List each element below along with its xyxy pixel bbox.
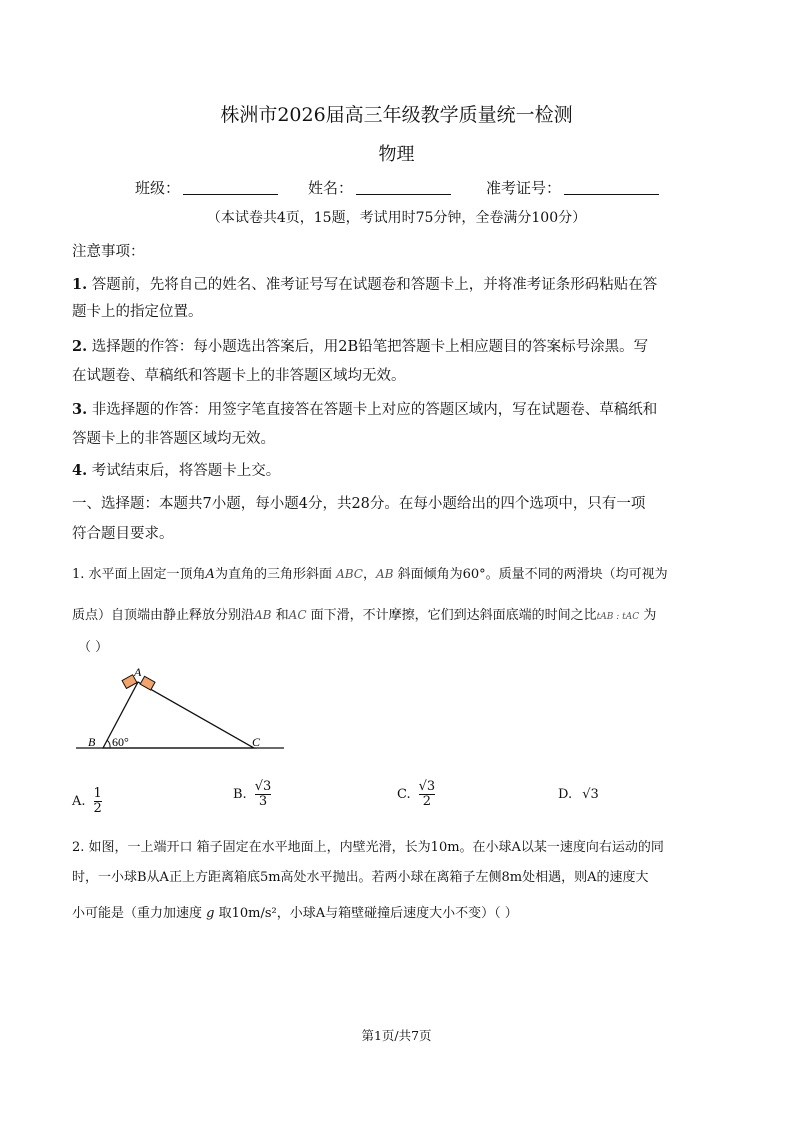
incline-figure [70,664,290,758]
slider-block-ac [140,676,155,690]
section1-line1: 一、选择题：本题共7小题，每小题4分，共28分。在每小题给出的四个选项中，只有一项 [72,496,646,512]
subject-title: 物理 [378,144,415,165]
note-2-line2: 在试题卷、草稿纸和答题卡上的非答题区域均无效。 [72,368,406,384]
q1-text-b: 为直角的三角形斜面 [214,567,332,582]
q2-var-g: g [206,906,215,921]
option-b-den: 3 [258,794,268,809]
q1-answer-paren: （ ） [78,640,109,655]
option-b-num: √3 [254,779,272,794]
note-3-text: 非选择题的作答：用签字笔直接答在答题卡上对应的答题区域内，写在试题卷、草稿纸和 [91,402,658,418]
q2-line3 [72,902,518,921]
class-field [135,177,278,198]
section1-line2: 符合题目要求。 [72,526,174,542]
q2-text-a: 小可能是（重力加速度 [72,906,203,921]
option-a-fraction [94,787,102,816]
note-3-line1 [72,398,657,419]
label-c: C [252,735,261,749]
note-3-number: 3. [72,401,88,418]
q1-text-e: 面下滑，不计摩擦，它们到达斜面底端的时间之比 [310,608,597,623]
option-c-fraction [419,780,436,809]
page-footer: 第1页/共7页 [361,1028,432,1043]
q1-var-a: A [205,567,215,582]
option-d-letter: D. [558,787,573,802]
q2-line2: 时，一小球B从A正上方距离箱底5m高处水平抛出。若两小球在离箱子左侧8m处相遇，则A的速度大 [72,870,649,885]
option-b[interactable] [233,780,271,809]
option-d[interactable] [558,787,599,802]
angle-arc [107,740,110,748]
name-field [308,177,451,198]
name-blank [356,180,451,195]
q1-var-ab-2: AB [254,608,272,622]
note-1-number: 1. [72,276,88,293]
name-label: 姓名： [308,179,354,197]
q1-and: 和 [275,608,289,623]
option-c-letter: C. [397,787,411,802]
option-b-fraction [255,780,272,809]
notes-heading: 注意事项： [72,244,145,260]
option-b-letter: B. [233,787,247,802]
q1-var-ac: AC [288,608,307,622]
option-c[interactable] [397,780,435,809]
note-1-line1 [72,273,657,294]
note-2-text: 选择题的作答：每小题选出答案后，用2B铅笔把答题卡上相应题目的答案标号涂黑。写 [91,339,649,355]
q1-line1 [72,563,668,582]
q2-text-b: 取10m/s²，小球A与箱壁碰撞后速度大小不变）（ ） [218,906,518,921]
note-4-number: 4. [72,462,88,479]
option-d-value: √3 [582,787,599,802]
label-a: A [134,665,142,679]
q1-text-d: 质点）自顶端由静止释放分别沿 [72,608,255,623]
q2-line1: 2. 如图，一上端开口 箱子固定在水平地面上，内壁光滑，长为10m。在小球A以某一速度向右运动的同 [72,840,664,855]
q1-text-a: 1. 水平面上固定一顶角 [72,567,206,582]
page-title: 株洲市2026届高三年级教学质量统一检测 [220,104,573,126]
q1-text-f: 为 [643,608,657,623]
note-1-text: 答题前，先将自己的姓名、准考证号写在试题卷和答题卡上，并将准考证条形码粘贴在答 [91,277,658,293]
note-2-number: 2. [72,338,88,355]
class-label: 班级： [135,179,181,197]
option-c-den: 2 [422,794,432,809]
q1-var-abc: ABC [336,567,363,581]
note-3-line2: 答题卡上的非答题区域均无效。 [72,431,275,447]
label-b: B [88,735,96,749]
q1-comma: ， [362,567,376,582]
option-a[interactable] [72,787,102,816]
class-blank [183,180,278,195]
option-c-num: √3 [418,779,436,794]
note-1-line2: 题卡上的指定位置。 [72,304,203,320]
q1-line2 [72,604,656,623]
q1-text-c: 斜面倾角为60°。质量不同的两滑块（均可视为 [397,567,668,582]
note-4-line1 [72,459,280,480]
exam-id-blank [564,180,659,195]
note-2-line1 [72,335,648,356]
q1-ratio: tAB : tAC [596,612,640,622]
note-4-text: 考试结束后，将答题卡上交。 [91,463,281,479]
option-a-num: 1 [93,786,102,801]
option-a-letter: A. [72,794,86,809]
q1-var-ab: AB [376,567,394,581]
exam-info: （本试卷共4页，15题，考试用时75分钟，全卷满分100分） [206,210,587,226]
option-a-den: 2 [93,801,102,816]
exam-id-field [486,177,659,198]
label-angle: 60° [112,735,129,749]
exam-id-label: 准考证号： [486,179,562,197]
